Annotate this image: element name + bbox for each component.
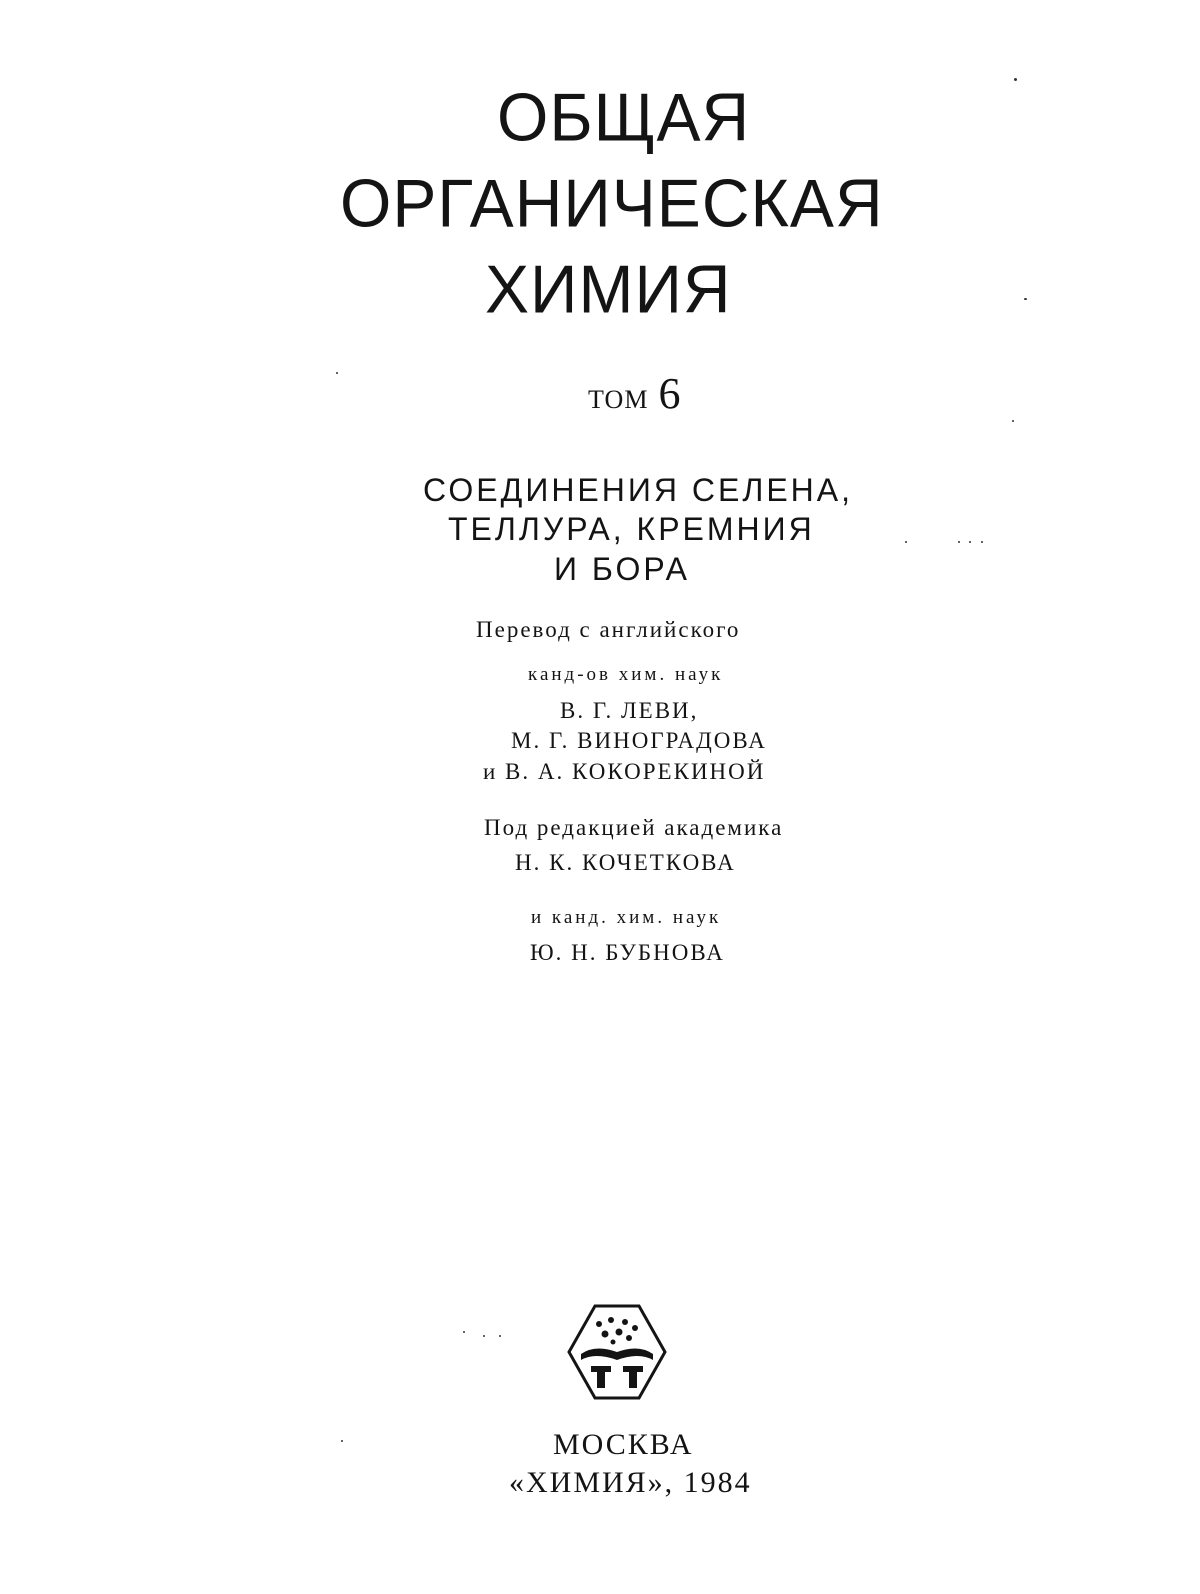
editor-heading: Под редакцией академика	[484, 815, 784, 840]
publisher-city: МОСКВА	[553, 1428, 694, 1461]
translator-name-3: и В. А. КОКОРЕКИНОЙ	[483, 759, 766, 784]
publisher-house-year: «ХИМИЯ», 1984	[509, 1466, 752, 1499]
scan-speck	[1012, 420, 1014, 422]
translator-degree: канд-ов хим. наук	[528, 664, 724, 685]
scan-speck	[483, 1335, 485, 1337]
scan-speck	[981, 541, 983, 543]
volume	[588, 368, 680, 419]
editor-name-2: Ю. Н. БУБНОВА	[530, 940, 725, 965]
scan-speck	[336, 372, 338, 374]
title-line-3: ХИМИЯ	[485, 251, 732, 327]
scan-speck	[958, 541, 960, 543]
scan-speck	[1024, 298, 1027, 300]
title-line-2: ОРГАНИЧЕСКАЯ	[340, 165, 884, 241]
subtitle-line-1: СОЕДИНЕНИЯ СЕЛЕНА,	[423, 472, 854, 508]
scan-speck	[1014, 78, 1017, 81]
publisher-emblem-icon	[565, 1302, 669, 1402]
subtitle-line-3: И БОРА	[554, 551, 690, 587]
title-line-1: ОБЩАЯ	[497, 79, 751, 155]
scan-speck	[969, 541, 971, 543]
translator-name-1: В. Г. ЛЕВИ,	[560, 698, 699, 723]
editor-degree: и канд. хим. наук	[531, 907, 722, 928]
volume-label: ТОМ	[588, 385, 649, 414]
subtitle-line-2: ТЕЛЛУРА, КРЕМНИЯ	[448, 511, 815, 547]
translation-heading: Перевод с английского	[476, 617, 741, 642]
translator-name-2: М. Г. ВИНОГРАДОВА	[511, 728, 767, 753]
editor-name-1: Н. К. КОЧЕТКОВА	[515, 850, 736, 875]
scan-speck	[499, 1335, 501, 1337]
scan-speck	[463, 1331, 465, 1333]
scan-speck	[905, 541, 907, 543]
volume-number: 6	[658, 369, 681, 418]
scan-speck	[341, 1440, 343, 1442]
